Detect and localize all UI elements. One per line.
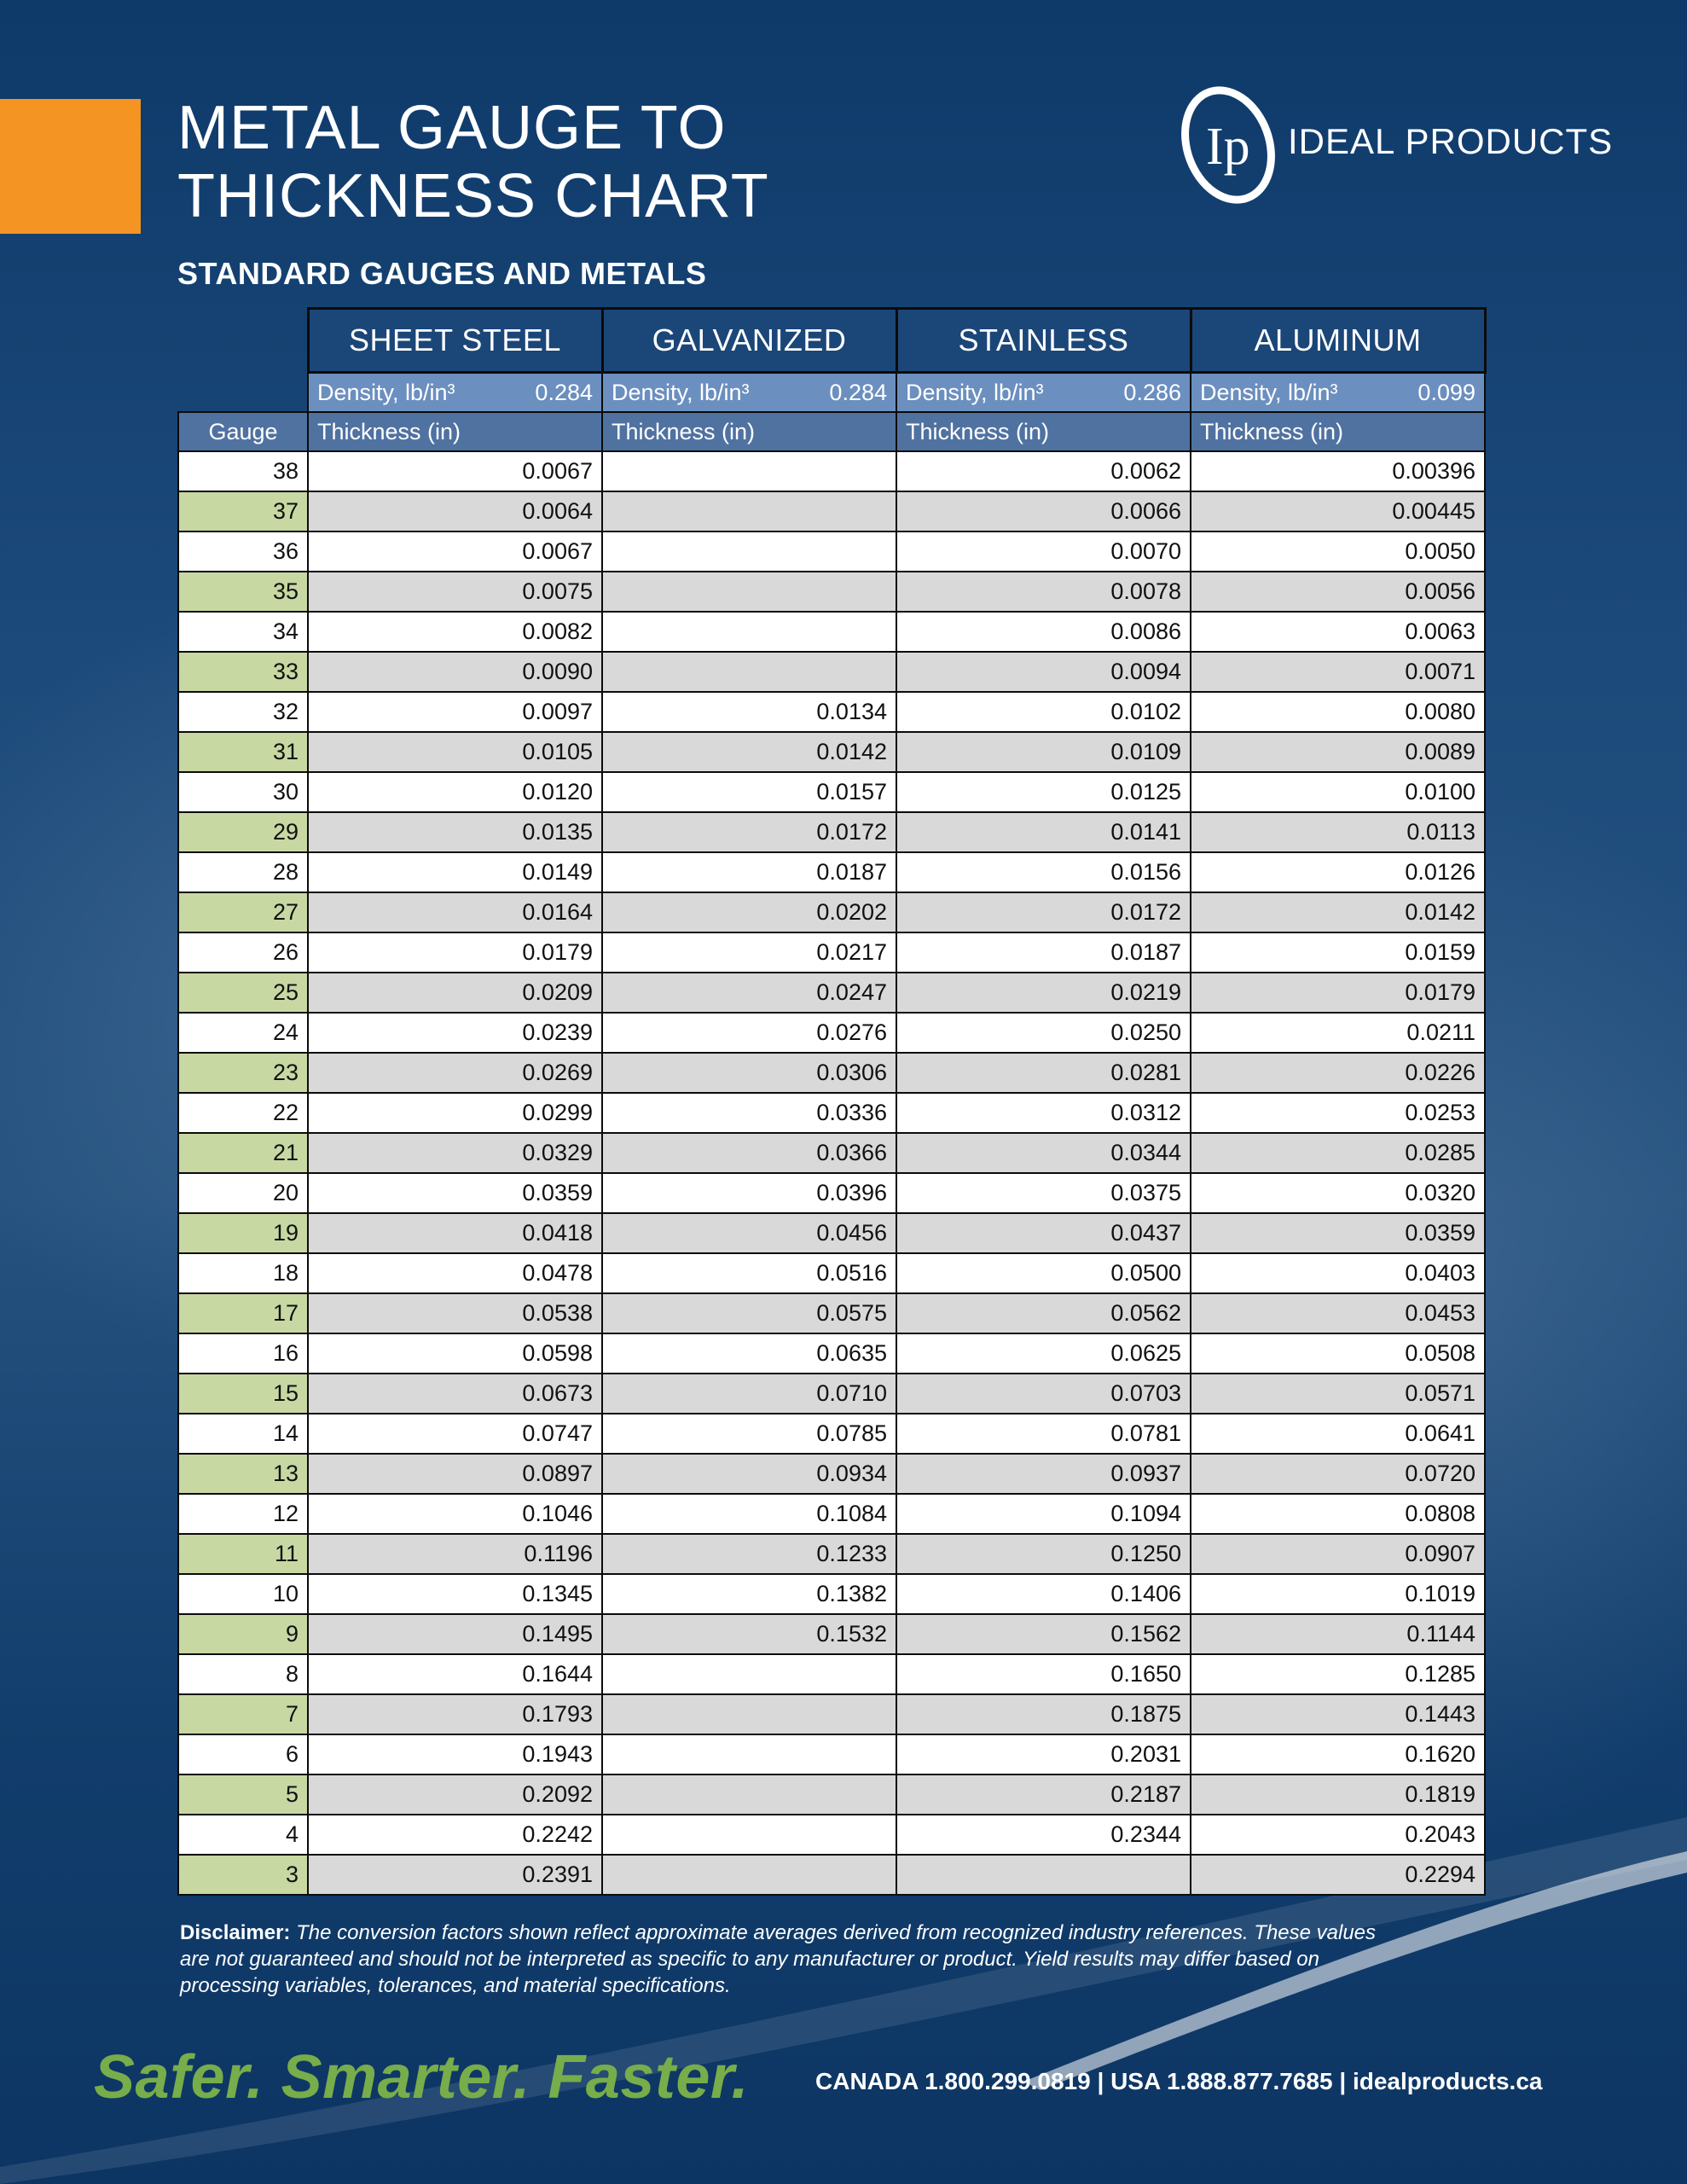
density-label: Density, lb/in³ [906,379,1044,405]
table-row [178,572,1485,612]
thickness-cell-sheet-steel: 0.2242 [308,1815,602,1855]
thickness-cell-aluminum: 0.00445 [1191,491,1485,531]
thickness-cell-galvanized [602,572,896,612]
density-row [178,373,1485,413]
table-row [178,1734,1485,1774]
gauge-cell: 16 [178,1333,308,1374]
table-row [178,1654,1485,1694]
thickness-cell-aluminum: 0.0253 [1191,1093,1485,1133]
thickness-cell-sheet-steel: 0.0897 [308,1454,602,1494]
thickness-cell-sheet-steel: 0.1495 [308,1614,602,1654]
gauge-cell: 31 [178,732,308,772]
thickness-cell-galvanized: 0.0396 [602,1173,896,1213]
thickness-cell-galvanized [602,652,896,692]
thickness-cell-sheet-steel: 0.0239 [308,1013,602,1053]
thickness-cell-stainless: 0.0500 [896,1253,1191,1293]
thickness-cell-sheet-steel: 0.1345 [308,1574,602,1614]
gauge-cell: 25 [178,973,308,1013]
thickness-cell-aluminum: 0.1443 [1191,1694,1485,1734]
thickness-cell-galvanized: 0.1084 [602,1494,896,1534]
thickness-cell-aluminum: 0.0907 [1191,1534,1485,1574]
gauge-column-header: Gauge [178,412,308,451]
thickness-cell-galvanized [602,1734,896,1774]
thickness-cell-galvanized [602,1774,896,1815]
thickness-cell-stainless: 0.0781 [896,1414,1191,1454]
unit-row [178,412,1485,451]
table-row [178,1694,1485,1734]
thickness-cell-sheet-steel: 0.0209 [308,973,602,1013]
thickness-cell-sheet-steel: 0.1046 [308,1494,602,1534]
thickness-cell-stainless: 0.2344 [896,1815,1191,1855]
gauge-cell: 29 [178,812,308,852]
thickness-cell-aluminum: 0.0359 [1191,1213,1485,1253]
table-row [178,1534,1485,1574]
thickness-cell-stainless: 0.0066 [896,491,1191,531]
thickness-cell-sheet-steel: 0.1196 [308,1534,602,1574]
thickness-cell-aluminum: 0.0641 [1191,1414,1485,1454]
thickness-cell-galvanized: 0.0336 [602,1093,896,1133]
density-label: Density, lb/in³ [1200,379,1338,405]
thickness-cell-aluminum: 0.0320 [1191,1173,1485,1213]
thickness-cell-aluminum: 0.0050 [1191,531,1485,572]
thickness-cell-galvanized: 0.0306 [602,1053,896,1093]
thickness-cell-aluminum: 0.0571 [1191,1374,1485,1414]
gauge-cell: 33 [178,652,308,692]
thickness-cell-sheet-steel: 0.0149 [308,852,602,892]
density-value: 0.286 [1123,379,1181,405]
thickness-cell-sheet-steel: 0.0747 [308,1414,602,1454]
density-label: Density, lb/in³ [612,379,750,405]
density-label: Density, lb/in³ [317,379,455,405]
thickness-cell-aluminum: 0.0453 [1191,1293,1485,1333]
density-sheet-steel [308,373,602,413]
thickness-cell-sheet-steel: 0.0418 [308,1213,602,1253]
table-row [178,772,1485,812]
gauge-cell: 37 [178,491,308,531]
thickness-cell-aluminum: 0.1144 [1191,1614,1485,1654]
gauge-cell: 32 [178,692,308,732]
thickness-cell-stainless: 0.1562 [896,1614,1191,1654]
thickness-cell-aluminum: 0.0142 [1191,892,1485,932]
gauge-cell: 24 [178,1013,308,1053]
thickness-cell-sheet-steel: 0.2092 [308,1774,602,1815]
thickness-cell-galvanized: 0.0187 [602,852,896,892]
density-aluminum [1191,373,1485,413]
gauge-cell: 14 [178,1414,308,1454]
thickness-cell-stainless: 0.0172 [896,892,1191,932]
thickness-cell-galvanized: 0.1233 [602,1534,896,1574]
thickness-cell-stainless: 0.2187 [896,1774,1191,1815]
thickness-cell-sheet-steel: 0.0075 [308,572,602,612]
thickness-cell-galvanized: 0.1382 [602,1574,896,1614]
table-row [178,1414,1485,1454]
gauge-cell: 23 [178,1053,308,1093]
gauge-cell: 3 [178,1855,308,1895]
gauge-cell: 7 [178,1694,308,1734]
gauge-cell: 11 [178,1534,308,1574]
contact-info: CANADA 1.800.299.0819 | USA 1.888.877.7685 | idealproducts.ca [815,2068,1543,2094]
gauge-cell: 28 [178,852,308,892]
thickness-cell-stainless: 0.1875 [896,1694,1191,1734]
table-row [178,531,1485,572]
gauge-cell: 4 [178,1815,308,1855]
density-value: 0.284 [535,379,593,405]
thickness-cell-galvanized: 0.0575 [602,1293,896,1333]
gauge-cell: 38 [178,451,308,491]
thickness-cell-stainless: 0.0094 [896,652,1191,692]
thickness-cell-stainless: 0.1250 [896,1534,1191,1574]
title-line-1: METAL GAUGE TO [177,94,727,162]
thickness-cell-aluminum: 0.0403 [1191,1253,1485,1293]
gauge-cell: 17 [178,1293,308,1333]
thickness-cell-galvanized: 0.0456 [602,1213,896,1253]
thickness-cell-sheet-steel: 0.0598 [308,1333,602,1374]
table-row [178,1574,1485,1614]
thickness-cell-stainless: 0.1094 [896,1494,1191,1534]
thickness-cell-aluminum: 0.1819 [1191,1774,1485,1815]
gauge-cell: 5 [178,1774,308,1815]
thickness-cell-galvanized: 0.0635 [602,1333,896,1374]
thickness-cell-aluminum: 0.0211 [1191,1013,1485,1053]
gauge-cell: 12 [178,1494,308,1534]
thickness-cell-stainless: 0.0078 [896,572,1191,612]
table-row [178,1815,1485,1855]
thickness-cell-sheet-steel: 0.0179 [308,932,602,973]
thickness-cell-sheet-steel: 0.0164 [308,892,602,932]
table-row [178,1855,1485,1895]
thickness-cell-galvanized [602,1694,896,1734]
logo-monogram: Ip [1206,118,1250,176]
thickness-cell-galvanized: 0.0785 [602,1414,896,1454]
thickness-cell-stainless: 0.0937 [896,1454,1191,1494]
header-galvanized: GALVANIZED [602,309,896,373]
thickness-cell-aluminum: 0.1285 [1191,1654,1485,1694]
thickness-cell-sheet-steel: 0.1943 [308,1734,602,1774]
thickness-cell-sheet-steel: 0.0135 [308,812,602,852]
thickness-cell-aluminum: 0.0089 [1191,732,1485,772]
thickness-cell-sheet-steel: 0.2391 [308,1855,602,1895]
table-row [178,932,1485,973]
gauge-cell: 36 [178,531,308,572]
thickness-cell-aluminum: 0.00396 [1191,451,1485,491]
table-row [178,451,1485,491]
table-row [178,1093,1485,1133]
ip-logo-icon [1175,75,1286,212]
thickness-cell-aluminum: 0.0508 [1191,1333,1485,1374]
thickness-cell-stainless: 0.0102 [896,692,1191,732]
thickness-cell-sheet-steel: 0.0067 [308,451,602,491]
thickness-cell-stainless: 0.0219 [896,973,1191,1013]
thickness-cell-stainless: 0.1406 [896,1574,1191,1614]
table-row [178,812,1485,852]
thickness-cell-galvanized [602,1654,896,1694]
thickness-cell-stainless: 0.0187 [896,932,1191,973]
thickness-cell-galvanized: 0.0710 [602,1374,896,1414]
thickness-cell-aluminum: 0.0285 [1191,1133,1485,1173]
header-stainless: STAINLESS [896,309,1191,373]
disclaimer [180,1920,1391,1999]
unit-sheet-steel: Thickness (in) [308,412,602,451]
gauge-cell: 22 [178,1093,308,1133]
unit-aluminum: Thickness (in) [1191,412,1485,451]
gauge-cell: 19 [178,1213,308,1253]
gauge-cell: 21 [178,1133,308,1173]
density-value: 0.099 [1417,379,1475,405]
brand-logo [1175,75,1653,212]
thickness-cell-aluminum: 0.0080 [1191,692,1485,732]
thickness-cell-aluminum: 0.2294 [1191,1855,1485,1895]
thickness-cell-galvanized: 0.0217 [602,932,896,973]
thickness-cell-aluminum: 0.0063 [1191,612,1485,652]
thickness-cell-stainless: 0.0312 [896,1093,1191,1133]
brand-name: IDEAL PRODUCTS [1288,121,1614,161]
table-row [178,1133,1485,1173]
gauge-cell: 9 [178,1614,308,1654]
thickness-cell-galvanized: 0.0516 [602,1253,896,1293]
thickness-cell-aluminum: 0.0179 [1191,973,1485,1013]
gauge-cell: 34 [178,612,308,652]
table-row [178,1053,1485,1093]
thickness-cell-galvanized [602,451,896,491]
table-row [178,1253,1485,1293]
table-row [178,732,1485,772]
thickness-cell-galvanized: 0.0934 [602,1454,896,1494]
table-row [178,1213,1485,1253]
thickness-cell-stainless: 0.0703 [896,1374,1191,1414]
thickness-cell-sheet-steel: 0.0269 [308,1053,602,1093]
thickness-cell-galvanized: 0.0157 [602,772,896,812]
thickness-cell-galvanized: 0.0172 [602,812,896,852]
thickness-cell-aluminum: 0.2043 [1191,1815,1485,1855]
density-stainless [896,373,1191,413]
thickness-cell-sheet-steel: 0.0329 [308,1133,602,1173]
thickness-cell-galvanized: 0.0247 [602,973,896,1013]
thickness-cell-stainless: 0.1650 [896,1654,1191,1694]
tagline: Safer. Smarter. Faster. [94,2043,749,2111]
thickness-cell-galvanized: 0.0202 [602,892,896,932]
thickness-cell-galvanized: 0.0134 [602,692,896,732]
gauge-cell: 20 [178,1173,308,1213]
thickness-cell-aluminum: 0.0071 [1191,652,1485,692]
thickness-cell-sheet-steel: 0.0067 [308,531,602,572]
thickness-cell-galvanized [602,491,896,531]
table-row [178,1374,1485,1414]
title-line-2: THICKNESS CHART [177,162,769,230]
gauge-cell: 13 [178,1454,308,1494]
thickness-cell-sheet-steel: 0.0673 [308,1374,602,1414]
table-row [178,1293,1485,1333]
thickness-cell-aluminum: 0.0808 [1191,1494,1485,1534]
thickness-cell-sheet-steel: 0.0090 [308,652,602,692]
density-value: 0.284 [829,379,887,405]
thickness-cell-aluminum: 0.0159 [1191,932,1485,973]
thickness-cell-stainless: 0.0281 [896,1053,1191,1093]
thickness-cell-aluminum: 0.0126 [1191,852,1485,892]
thickness-cell-aluminum: 0.0720 [1191,1454,1485,1494]
disclaimer-label: Disclaimer: [180,1921,291,1944]
thickness-cell-sheet-steel: 0.0478 [308,1253,602,1293]
table-row [178,1333,1485,1374]
thickness-cell-stainless: 0.0109 [896,732,1191,772]
gauge-cell: 35 [178,572,308,612]
table-row [178,491,1485,531]
table-row [178,1454,1485,1494]
table-row [178,892,1485,932]
unit-stainless: Thickness (in) [896,412,1191,451]
thickness-cell-aluminum: 0.1620 [1191,1734,1485,1774]
gauge-cell: 26 [178,932,308,973]
thickness-cell-stainless [896,1855,1191,1895]
gauge-cell: 10 [178,1574,308,1614]
thickness-cell-sheet-steel: 0.0359 [308,1173,602,1213]
thickness-cell-sheet-steel: 0.1793 [308,1694,602,1734]
table-row [178,1774,1485,1815]
thickness-cell-galvanized [602,1815,896,1855]
thickness-cell-stainless: 0.0070 [896,531,1191,572]
table-row [178,1614,1485,1654]
thickness-cell-stainless: 0.2031 [896,1734,1191,1774]
thickness-cell-sheet-steel: 0.0064 [308,491,602,531]
page-title [177,94,769,230]
thickness-cell-aluminum: 0.0113 [1191,812,1485,852]
page-subtitle: STANDARD GAUGES AND METALS [177,256,707,291]
thickness-cell-stainless: 0.0625 [896,1333,1191,1374]
thickness-cell-stainless: 0.0562 [896,1293,1191,1333]
thickness-cell-stainless: 0.0250 [896,1013,1191,1053]
thickness-cell-galvanized: 0.1532 [602,1614,896,1654]
thickness-cell-stainless: 0.0125 [896,772,1191,812]
thickness-cell-sheet-steel: 0.0299 [308,1093,602,1133]
accent-block [0,99,141,234]
thickness-cell-stainless: 0.0375 [896,1173,1191,1213]
thickness-cell-stainless: 0.0156 [896,852,1191,892]
header-aluminum: ALUMINUM [1191,309,1485,373]
thickness-cell-stainless: 0.0437 [896,1213,1191,1253]
table-row [178,612,1485,652]
gauge-cell: 27 [178,892,308,932]
thickness-cell-sheet-steel: 0.0097 [308,692,602,732]
table-row [178,1494,1485,1534]
thickness-cell-aluminum: 0.0056 [1191,572,1485,612]
thickness-cell-sheet-steel: 0.1644 [308,1654,602,1694]
thickness-cell-stainless: 0.0141 [896,812,1191,852]
thickness-cell-sheet-steel: 0.0538 [308,1293,602,1333]
gauge-cell: 18 [178,1253,308,1293]
gauge-table [177,307,1487,1896]
thickness-cell-galvanized [602,531,896,572]
gauge-cell: 15 [178,1374,308,1414]
header-sheet-steel: SHEET STEEL [308,309,602,373]
thickness-cell-aluminum: 0.1019 [1191,1574,1485,1614]
thickness-cell-galvanized: 0.0276 [602,1013,896,1053]
gauge-cell: 8 [178,1654,308,1694]
table-row [178,852,1485,892]
gauge-table-body [178,451,1485,1895]
disclaimer-text: The conversion factors shown reflect approximate averages derived from recognized industry references. These values are not guaranteed and should not be interpreted as specific to any manufacturer or product. Yield results may differ based on processing variables, tolerances, and material specifications. [180,1921,1377,1997]
table-row [178,652,1485,692]
thickness-cell-aluminum: 0.0100 [1191,772,1485,812]
unit-galvanized: Thickness (in) [602,412,896,451]
gauge-cell: 30 [178,772,308,812]
thickness-cell-galvanized: 0.0142 [602,732,896,772]
thickness-cell-stainless: 0.0344 [896,1133,1191,1173]
density-galvanized [602,373,896,413]
thickness-cell-stainless: 0.0062 [896,451,1191,491]
metal-header-row [178,309,1485,373]
thickness-cell-sheet-steel: 0.0105 [308,732,602,772]
table-row [178,973,1485,1013]
thickness-cell-sheet-steel: 0.0082 [308,612,602,652]
table-row [178,1173,1485,1213]
thickness-cell-stainless: 0.0086 [896,612,1191,652]
thickness-cell-sheet-steel: 0.0120 [308,772,602,812]
thickness-cell-galvanized [602,612,896,652]
thickness-cell-aluminum: 0.0226 [1191,1053,1485,1093]
gauge-cell: 6 [178,1734,308,1774]
table-row [178,692,1485,732]
thickness-cell-galvanized: 0.0366 [602,1133,896,1173]
table-row [178,1013,1485,1053]
thickness-cell-galvanized [602,1855,896,1895]
